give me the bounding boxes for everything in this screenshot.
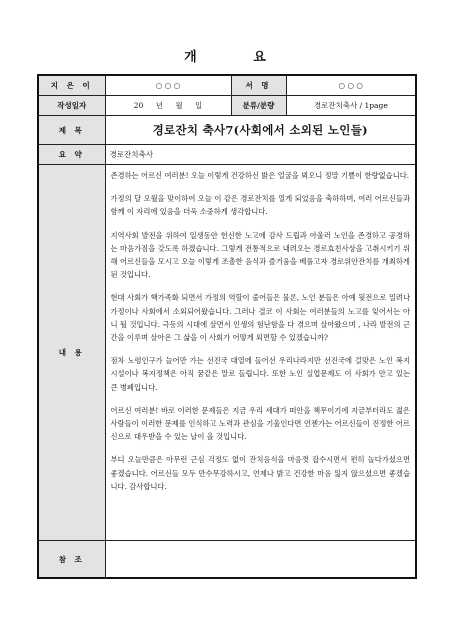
reference-value — [105, 541, 416, 579]
category-label: 분류/분량 — [231, 96, 286, 116]
content-paragraph: 가정의 달 오월을 맞이하여 오늘 이 같은 경로잔치를 열게 되었음을 축하하며, 여러 어르신들과 함께 이 자리에 있음을 더욱 소중하게 생각합니다. — [110, 194, 410, 217]
reference-row — [38, 541, 416, 579]
signature-label: 서 명 — [231, 75, 286, 96]
subject-row — [38, 116, 416, 145]
date-label: 작성일자 — [38, 96, 105, 116]
summary-value: 경로잔치축사 — [105, 145, 416, 165]
content-body — [105, 165, 416, 541]
content-paragraph: 어르신 여러분! 바로 이러한 문제들은 지금 우리 세대가 떠안을 책무이기에 지금부터라도 젊은 사람들이 이러한 문제를 인식하고 노력과 관심을 기울인다면 언젠가는 어르신들이 진정한 어르신으로 대우받을 수 있는 날이 올 것입니다. — [110, 405, 410, 442]
author-label: 지 은 이 — [38, 75, 105, 96]
content-paragraph: 현대 사회가 핵가족화 되면서 가정의 역할이 줄어들은 물론, 노인 분들은 아예 뒷전으로 밀려나 가정이나 사회에서 소외되어왔습니다. 그러나 결코 이 사회는 여러분들의 노고를 잊어서는 아니 될 것입니다. 극동의 시대에 살면서 인생의 험난함을 다 겪으며 살아왔으며 , 나라 발전의 근간을 이루며 살아온 그 삶을 이 사회가 어떻게 외면할 수 있겠습니까? — [110, 293, 410, 343]
summary-row — [38, 145, 416, 165]
reference-label: 참 조 — [38, 541, 105, 579]
date-row — [38, 96, 416, 116]
content-label: 내 용 — [38, 165, 105, 541]
content-paragraph: 부디 오늘만큼은 아무런 근심 걱정도 없이 잔치음식을 마음껏 잡수시면서 편히 놀다가셨으면 좋겠습니다. 어르신들 모두 만수무강하시고, 언제나 밝고 건강한 마음 잃지 않으셨으면 좋겠습니다. 감사합니다. — [110, 455, 410, 491]
summary-table — [37, 74, 417, 579]
content-paragraph: 존경하는 어르신 여러분! 오늘 이렇게 건강하신 밝은 얼굴을 뵈오니 정말 기쁨이 한량없습니다. — [110, 171, 410, 180]
signature-value: ○ ○ ○ — [286, 75, 416, 96]
document-title: 개 요 — [184, 50, 292, 65]
subject-value: 경로잔치 축사7(사회에서 소외된 노인들) — [105, 116, 416, 145]
content-row — [38, 165, 416, 541]
content-paragraph: 지역사회 발전을 위하여 일생동안 헌신한 노고에 감사 드립과 아울러 노인을 존경하고 공경하는 마음가짐을 갖도록 하겠습니다. 그렇게 전통적으로 내려오는 경로효친사상을 고취시키기 위해 어르신들을 모시고 오늘 이렇게 조촐한 음식과 즐거움을 베풀고자 경로위안잔치를 개최하게된 것입니다. — [110, 230, 410, 280]
author-row — [38, 75, 416, 96]
content-paragraph: 점차 노령인구가 늘어만 가는 선진국 대열에 들어선 우리나라지만 선진국에 걸맞은 노인 복지시설이나 복지정책은 아직 꿈같은 말로 들립니다. 또한 노인 실업문제도 이 사회가 안고 있는 큰 병폐입니다. — [110, 356, 410, 392]
category-value: 경로잔치축사 / 1page — [286, 96, 416, 116]
date-value: 20 년 월 일 — [105, 96, 231, 116]
summary-label: 요 약 — [38, 145, 105, 165]
author-value: ○ ○ ○ — [105, 75, 231, 96]
subject-label: 제 목 — [38, 116, 105, 145]
